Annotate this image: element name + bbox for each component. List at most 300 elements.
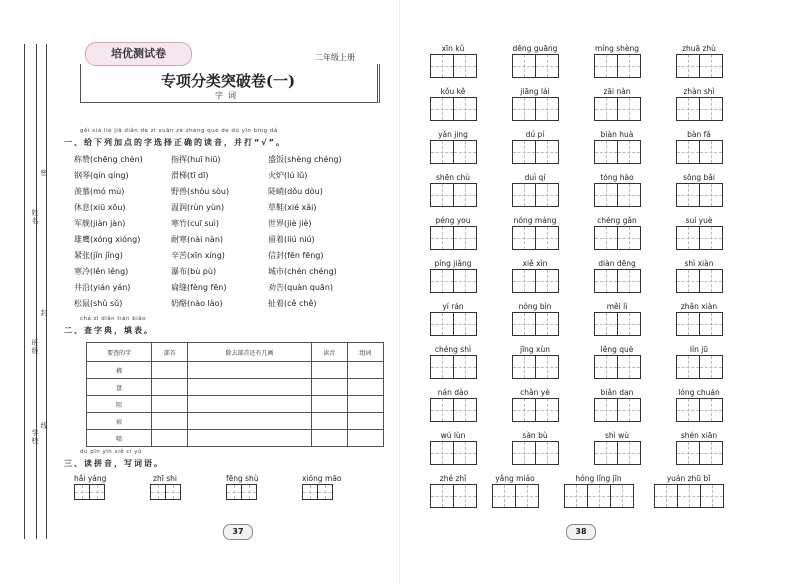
pinyin-writing-box — [676, 216, 722, 250]
lookup-char: 宿 — [87, 413, 152, 430]
pinyin-writing-box — [594, 302, 640, 336]
character-grid[interactable] — [430, 183, 476, 207]
pinyin-writing-box — [676, 345, 722, 379]
tianzige-cell[interactable] — [654, 484, 678, 508]
tianzige-cell[interactable] — [699, 269, 723, 293]
tianzige-cell[interactable] — [512, 355, 536, 379]
answer-cell[interactable] — [347, 379, 383, 396]
pinyin-writing-box — [512, 388, 558, 422]
tianzige-cell[interactable] — [430, 183, 454, 207]
pinyin-label: shì wù — [604, 431, 630, 440]
pinyin-choice-item[interactable]: 扯着(cě chě) — [268, 299, 317, 308]
pinyin-choice-item[interactable]: 寒竹(cuī suì) — [171, 219, 219, 228]
tianzige-cell[interactable] — [150, 484, 166, 500]
pinyin-choice-item[interactable]: 钢琴(qín qíng) — [74, 171, 129, 180]
pinyin-writing-box — [594, 216, 640, 250]
tianzige-cell[interactable] — [512, 312, 536, 336]
tianzige-cell[interactable] — [594, 269, 618, 293]
answer-cell[interactable] — [152, 362, 188, 379]
character-grid[interactable] — [150, 484, 180, 500]
tianzige-cell[interactable] — [512, 97, 536, 121]
pinyin-label: biǎn dan — [600, 388, 634, 397]
pinyin-label: měi lì — [606, 302, 628, 311]
character-grid[interactable] — [430, 312, 476, 336]
tianzige-cell[interactable] — [453, 441, 477, 465]
pinyin-choice-item[interactable]: 陡峭(dǒu dòu) — [268, 187, 323, 196]
tianzige-cell[interactable] — [453, 54, 477, 78]
answer-cell[interactable] — [311, 362, 347, 379]
character-grid[interactable] — [430, 269, 476, 293]
pinyin-writing-box — [594, 44, 640, 78]
character-grid[interactable] — [512, 312, 558, 336]
pinyin-choice-item[interactable]: 称赞(chēng chèn) — [74, 155, 143, 164]
character-grid[interactable] — [676, 226, 722, 250]
tianzige-cell[interactable] — [617, 97, 641, 121]
character-grid[interactable] — [594, 441, 640, 465]
pinyin-label: dēng guāng — [512, 44, 558, 53]
character-grid[interactable] — [676, 312, 722, 336]
tianzige-cell[interactable] — [594, 183, 618, 207]
tianzige-cell[interactable] — [453, 140, 477, 164]
pinyin-writing-box — [430, 474, 476, 508]
section1-items — [74, 154, 394, 314]
section3-heading: 三、读拼音，写词语。 — [64, 459, 164, 468]
table-row — [87, 379, 384, 396]
right-page-writing-grid — [430, 44, 730, 524]
tianzige-cell[interactable] — [594, 226, 618, 250]
pinyin-writing-box — [676, 87, 722, 121]
character-grid[interactable] — [676, 398, 722, 422]
tianzige-cell[interactable] — [535, 398, 559, 422]
tianzige-cell[interactable] — [317, 484, 333, 500]
character-grid[interactable] — [594, 183, 640, 207]
pinyin-choice-item[interactable]: 劝告(quàn quān) — [268, 283, 334, 292]
tianzige-cell[interactable] — [676, 269, 700, 293]
column-header: 要查的字 — [87, 343, 152, 362]
character-grid[interactable] — [430, 97, 476, 121]
pinyin-label: dú pí — [525, 130, 545, 139]
tianzige-cell[interactable] — [512, 226, 536, 250]
answer-cell[interactable] — [152, 413, 188, 430]
tianzige-cell[interactable] — [699, 355, 723, 379]
tianzige-cell[interactable] — [453, 355, 477, 379]
pinyin-writing-box — [676, 44, 722, 78]
pinyin-writing-box — [302, 474, 342, 500]
pinyin-writing-box — [594, 388, 640, 422]
pinyin-choice-item[interactable]: 休息(xiū xōu) — [74, 203, 126, 212]
tianzige-cell[interactable] — [617, 54, 641, 78]
tianzige-cell[interactable] — [564, 484, 588, 508]
character-grid[interactable] — [594, 140, 640, 164]
pinyin-choice-item[interactable]: 井沿(yián yán) — [74, 283, 131, 292]
pinyin-choice-item[interactable]: 辛苦(xīn xíng) — [171, 251, 225, 260]
pinyin-label: kǒu kě — [440, 87, 466, 96]
answer-cell[interactable] — [188, 362, 311, 379]
tianzige-cell[interactable] — [617, 441, 641, 465]
answer-cell[interactable] — [188, 430, 311, 447]
tianzige-cell[interactable] — [535, 441, 559, 465]
school-label: 学校： — [31, 429, 39, 453]
pinyin-writing-box — [512, 216, 558, 250]
character-grid[interactable] — [676, 441, 722, 465]
pinyin-label: tóng hào — [600, 173, 634, 182]
tianzige-cell[interactable] — [74, 484, 90, 500]
pinyin-writing-box — [430, 173, 476, 207]
column-header: 除去部首还有几画 — [188, 343, 311, 362]
answer-cell[interactable] — [311, 413, 347, 430]
tianzige-cell[interactable] — [676, 183, 700, 207]
tianzige-cell[interactable] — [535, 312, 559, 336]
pinyin-label: xīn kǔ — [441, 44, 465, 53]
pinyin-writing-box — [74, 474, 106, 500]
tianzige-cell[interactable] — [226, 484, 242, 500]
pinyin-writing-box — [512, 345, 558, 379]
character-grid[interactable] — [512, 441, 558, 465]
character-grid[interactable] — [594, 269, 640, 293]
tianzige-cell[interactable] — [430, 355, 454, 379]
tianzige-cell[interactable] — [430, 97, 454, 121]
answer-cell[interactable] — [311, 430, 347, 447]
pinyin-choice-item[interactable]: 世界(jiè jiè) — [268, 219, 312, 228]
pinyin-writing-box — [676, 130, 722, 164]
tianzige-cell[interactable] — [676, 140, 700, 164]
pinyin-writing-box — [430, 216, 476, 250]
pinyin-writing-box — [512, 87, 558, 121]
pinyin-choice-item[interactable]: 松鼠(shǔ sǔ) — [74, 299, 123, 308]
character-grid[interactable] — [512, 183, 558, 207]
tianzige-cell[interactable] — [430, 226, 454, 250]
tianzige-cell[interactable] — [610, 484, 634, 508]
pinyin-label: lín jū — [689, 345, 709, 354]
pinyin-label: zhǎn xiàn — [680, 302, 718, 311]
tianzige-cell[interactable] — [617, 183, 641, 207]
character-grid[interactable] — [512, 140, 558, 164]
section3-pinyin: dú pīn yīn xiě cí yǔ — [80, 449, 142, 455]
tianzige-cell[interactable] — [515, 484, 539, 508]
character-grid[interactable] — [594, 54, 640, 78]
pinyin-label: jīng xùn — [519, 345, 550, 354]
tianzige-cell[interactable] — [535, 97, 559, 121]
tianzige-cell[interactable] — [512, 183, 536, 207]
pinyin-label: shēn chù — [435, 173, 471, 182]
pinyin-writing-box — [512, 302, 558, 336]
pinyin-writing-box — [430, 431, 476, 465]
pinyin-writing-box — [512, 130, 558, 164]
tianzige-cell[interactable] — [535, 140, 559, 164]
table-row — [87, 396, 384, 413]
character-grid[interactable] — [594, 355, 640, 379]
tianzige-cell[interactable] — [453, 398, 477, 422]
binding-margin — [6, 44, 58, 539]
section2-heading: 二、查字典，填表。 — [64, 326, 154, 335]
pinyin-label: bàn fǎ — [687, 130, 711, 139]
tianzige-cell[interactable] — [699, 140, 723, 164]
tianzige-cell[interactable] — [699, 398, 723, 422]
tianzige-cell[interactable] — [676, 54, 700, 78]
character-grid[interactable] — [676, 355, 722, 379]
character-grid[interactable] — [512, 398, 558, 422]
pinyin-writing-box — [430, 302, 476, 336]
character-grid[interactable] — [512, 54, 558, 78]
lookup-char: 喷 — [87, 430, 152, 447]
character-grid[interactable] — [594, 398, 640, 422]
answer-cell[interactable] — [311, 396, 347, 413]
section2-pinyin: chá zì diǎn tián biǎo — [80, 316, 146, 322]
pinyin-label: zāi nàn — [603, 87, 631, 96]
tianzige-cell[interactable] — [453, 484, 477, 508]
answer-cell[interactable] — [311, 379, 347, 396]
tianzige-cell[interactable] — [535, 226, 559, 250]
pinyin-writing-box — [594, 130, 640, 164]
pinyin-label: sōng bǎi — [683, 173, 715, 182]
pinyin-writing-box — [226, 474, 259, 500]
tianzige-cell[interactable] — [535, 269, 559, 293]
tianzige-cell[interactable] — [594, 54, 618, 78]
tianzige-cell[interactable] — [594, 140, 618, 164]
pinyin-writing-box — [150, 474, 180, 500]
tianzige-cell[interactable] — [430, 441, 454, 465]
character-grid[interactable] — [512, 269, 558, 293]
tianzige-cell[interactable] — [699, 226, 723, 250]
tianzige-cell[interactable] — [617, 140, 641, 164]
tianzige-cell[interactable] — [89, 484, 105, 500]
character-grid[interactable] — [594, 226, 640, 250]
character-grid[interactable] — [430, 441, 476, 465]
pinyin-label: nóng máng — [513, 216, 557, 225]
tianzige-cell[interactable] — [676, 398, 700, 422]
pinyin-choice-item[interactable]: 盛饭(shèng chéng) — [268, 155, 342, 164]
pinyin-label: chǎn yè — [520, 388, 550, 397]
pinyin-label: sàn bù — [522, 431, 548, 440]
answer-cell[interactable] — [188, 379, 311, 396]
column-header: 读音 — [311, 343, 347, 362]
lookup-char: 梆 — [87, 362, 152, 379]
tianzige-cell[interactable] — [594, 441, 618, 465]
character-grid[interactable] — [430, 355, 476, 379]
character-grid[interactable] — [430, 226, 476, 250]
tianzige-cell[interactable] — [430, 312, 454, 336]
tianzige-cell[interactable] — [302, 484, 318, 500]
pinyin-label: wú lùn — [440, 431, 466, 440]
table-row — [87, 362, 384, 379]
tianzige-cell[interactable] — [535, 183, 559, 207]
character-grid[interactable] — [430, 54, 476, 78]
pinyin-label: diàn dēng — [598, 259, 636, 268]
character-grid[interactable] — [676, 183, 722, 207]
tianzige-cell[interactable] — [512, 441, 536, 465]
character-grid[interactable] — [430, 140, 476, 164]
tianzige-cell[interactable] — [594, 97, 618, 121]
pinyin-choice-item[interactable]: 草鞋(xié xǎi) — [268, 203, 317, 212]
section3-items — [74, 474, 394, 519]
tianzige-cell[interactable] — [594, 355, 618, 379]
page-number-left: 37 — [223, 524, 253, 540]
pinyin-writing-box — [654, 474, 723, 508]
pinyin-label: fēng shù — [226, 474, 259, 483]
tianzige-cell[interactable] — [453, 97, 477, 121]
pinyin-writing-box — [512, 259, 558, 293]
character-grid[interactable] — [430, 398, 476, 422]
pinyin-choice-item[interactable]: 羡慕(mó mù) — [74, 187, 125, 196]
tianzige-cell[interactable] — [535, 54, 559, 78]
tianzige-cell[interactable] — [676, 441, 700, 465]
pinyin-choice-item[interactable]: 城市(chén chéng) — [268, 267, 337, 276]
answer-cell[interactable] — [152, 396, 188, 413]
pinyin-label: yǎn jing — [438, 130, 468, 139]
answer-cell[interactable] — [152, 379, 188, 396]
pinyin-choice-item[interactable]: 紧张(jǐn jǐng) — [74, 251, 123, 260]
pinyin-choice-item[interactable]: 温润(rùn yùn) — [171, 203, 225, 212]
seal-mi: 密 — [40, 169, 48, 177]
pinyin-writing-box — [430, 87, 476, 121]
tianzige-cell[interactable] — [512, 140, 536, 164]
character-grid[interactable] — [594, 97, 640, 121]
table-header-row — [87, 343, 384, 362]
answer-cell[interactable] — [188, 413, 311, 430]
tianzige-cell[interactable] — [699, 441, 723, 465]
pinyin-label: xiě xìn — [522, 259, 548, 268]
pinyin-writing-box — [676, 388, 722, 422]
pinyin-choice-item[interactable]: 火炉(lú lǔ) — [268, 171, 308, 180]
character-grid[interactable] — [676, 54, 722, 78]
pinyin-writing-box — [512, 431, 558, 465]
tianzige-cell[interactable] — [699, 312, 723, 336]
column-header: 组词 — [347, 343, 383, 362]
pinyin-choice-item[interactable]: 野兽(shòu sòu) — [171, 187, 230, 196]
pinyin-label: zhàn shì — [683, 87, 715, 96]
tianzige-cell[interactable] — [677, 484, 701, 508]
pinyin-choice-item[interactable]: 耐寒(nài nàn) — [171, 235, 224, 244]
pinyin-choice-item[interactable]: 奶酪(nào lào) — [171, 299, 223, 308]
tianzige-cell[interactable] — [700, 484, 724, 508]
character-grid[interactable] — [74, 484, 106, 500]
pinyin-label: hǎi yáng — [74, 474, 107, 483]
pinyin-choice-item[interactable]: 扁缝(fèng fēn) — [171, 283, 227, 292]
tianzige-cell[interactable] — [594, 398, 618, 422]
character-grid[interactable] — [512, 226, 558, 250]
pinyin-choice-item[interactable]: 寒冷(lěn lěng) — [74, 267, 129, 276]
pinyin-label: píng jiǎng — [434, 259, 472, 268]
pinyin-label: yuán zhū bǐ — [666, 474, 711, 483]
pinyin-writing-box — [512, 44, 558, 78]
tianzige-cell[interactable] — [453, 226, 477, 250]
tianzige-cell[interactable] — [430, 398, 454, 422]
pinyin-choice-item[interactable]: 指挥(huī hiū) — [171, 155, 221, 164]
answer-cell[interactable] — [347, 430, 383, 447]
tianzige-cell[interactable] — [430, 484, 454, 508]
pinyin-choice-item[interactable]: 雄鹰(xóng xióng) — [74, 235, 141, 244]
pinyin-label: yǎng miáo — [495, 474, 535, 483]
tianzige-cell[interactable] — [617, 355, 641, 379]
tianzige-cell[interactable] — [453, 269, 477, 293]
pinyin-writing-box — [430, 388, 476, 422]
tianzige-cell[interactable] — [617, 312, 641, 336]
tianzige-cell[interactable] — [241, 484, 257, 500]
grade-label: 二年级上册 — [315, 53, 355, 62]
tianzige-cell[interactable] — [676, 312, 700, 336]
pinyin-label: hóng lǐng jīn — [575, 474, 622, 483]
character-grid[interactable] — [564, 484, 633, 508]
tianzige-cell[interactable] — [676, 226, 700, 250]
pinyin-label: biàn huà — [600, 130, 634, 139]
character-grid[interactable] — [492, 484, 538, 508]
pinyin-choice-item[interactable]: 军舰(jiàn jàn) — [74, 219, 126, 228]
character-grid[interactable] — [654, 484, 723, 508]
tianzige-cell[interactable] — [430, 269, 454, 293]
character-grid[interactable] — [676, 269, 722, 293]
pinyin-label: jiāng lái — [520, 87, 550, 96]
tianzige-cell[interactable] — [676, 355, 700, 379]
tianzige-cell[interactable] — [430, 140, 454, 164]
tianzige-cell[interactable] — [512, 54, 536, 78]
pinyin-choice-item[interactable]: 滑梯(tī dī) — [171, 171, 209, 180]
tianzige-cell[interactable] — [512, 269, 536, 293]
pinyin-writing-box — [430, 130, 476, 164]
tianzige-cell[interactable] — [617, 398, 641, 422]
character-grid[interactable] — [226, 484, 259, 500]
pinyin-writing-box — [676, 302, 722, 336]
tianzige-cell[interactable] — [512, 398, 536, 422]
answer-cell[interactable] — [188, 396, 311, 413]
answer-cell[interactable] — [347, 396, 383, 413]
pinyin-writing-box — [676, 173, 722, 207]
pinyin-label: lěng què — [600, 345, 634, 354]
tianzige-cell[interactable] — [587, 484, 611, 508]
pinyin-choice-item[interactable]: 瀑布(bù pù) — [171, 267, 217, 276]
tianzige-cell[interactable] — [617, 269, 641, 293]
tianzige-cell[interactable] — [165, 484, 181, 500]
pinyin-choice-item[interactable]: 留着(liú niú) — [268, 235, 315, 244]
tianzige-cell[interactable] — [617, 226, 641, 250]
name-label: 姓名： — [31, 209, 39, 233]
pinyin-writing-box — [430, 259, 476, 293]
pinyin-label: duì qí — [524, 173, 546, 182]
tianzige-cell[interactable] — [535, 355, 559, 379]
character-grid[interactable] — [512, 355, 558, 379]
tianzige-cell[interactable] — [699, 183, 723, 207]
tianzige-cell[interactable] — [430, 54, 454, 78]
pinyin-label: péng you — [435, 216, 471, 225]
answer-cell[interactable] — [347, 413, 383, 430]
lookup-char: 阻 — [87, 396, 152, 413]
page-number-right: 38 — [566, 524, 596, 540]
pinyin-choice-item[interactable]: 信封(fēn fēng) — [268, 251, 324, 260]
tianzige-cell[interactable] — [676, 97, 700, 121]
character-grid[interactable] — [594, 312, 640, 336]
character-grid[interactable] — [302, 484, 342, 500]
character-grid[interactable] — [676, 97, 722, 121]
answer-cell[interactable] — [347, 362, 383, 379]
tianzige-cell[interactable] — [453, 312, 477, 336]
tianzige-cell[interactable] — [699, 97, 723, 121]
character-grid[interactable] — [512, 97, 558, 121]
pinyin-label: nóng bìn — [518, 302, 552, 311]
dictionary-table — [86, 342, 384, 447]
answer-cell[interactable] — [152, 430, 188, 447]
tianzige-cell[interactable] — [594, 312, 618, 336]
tianzige-cell[interactable] — [699, 54, 723, 78]
tianzige-cell[interactable] — [492, 484, 516, 508]
character-grid[interactable] — [676, 140, 722, 164]
seal-feng: 封 — [40, 309, 48, 317]
tianzige-cell[interactable] — [453, 183, 477, 207]
pinyin-writing-box — [676, 259, 722, 293]
character-grid[interactable] — [430, 484, 476, 508]
pinyin-label: suí yuè — [685, 216, 713, 225]
seal-xian: 线 — [40, 422, 48, 430]
column-header: 部首 — [152, 343, 188, 362]
pinyin-label: chéng gǎn — [597, 216, 637, 225]
